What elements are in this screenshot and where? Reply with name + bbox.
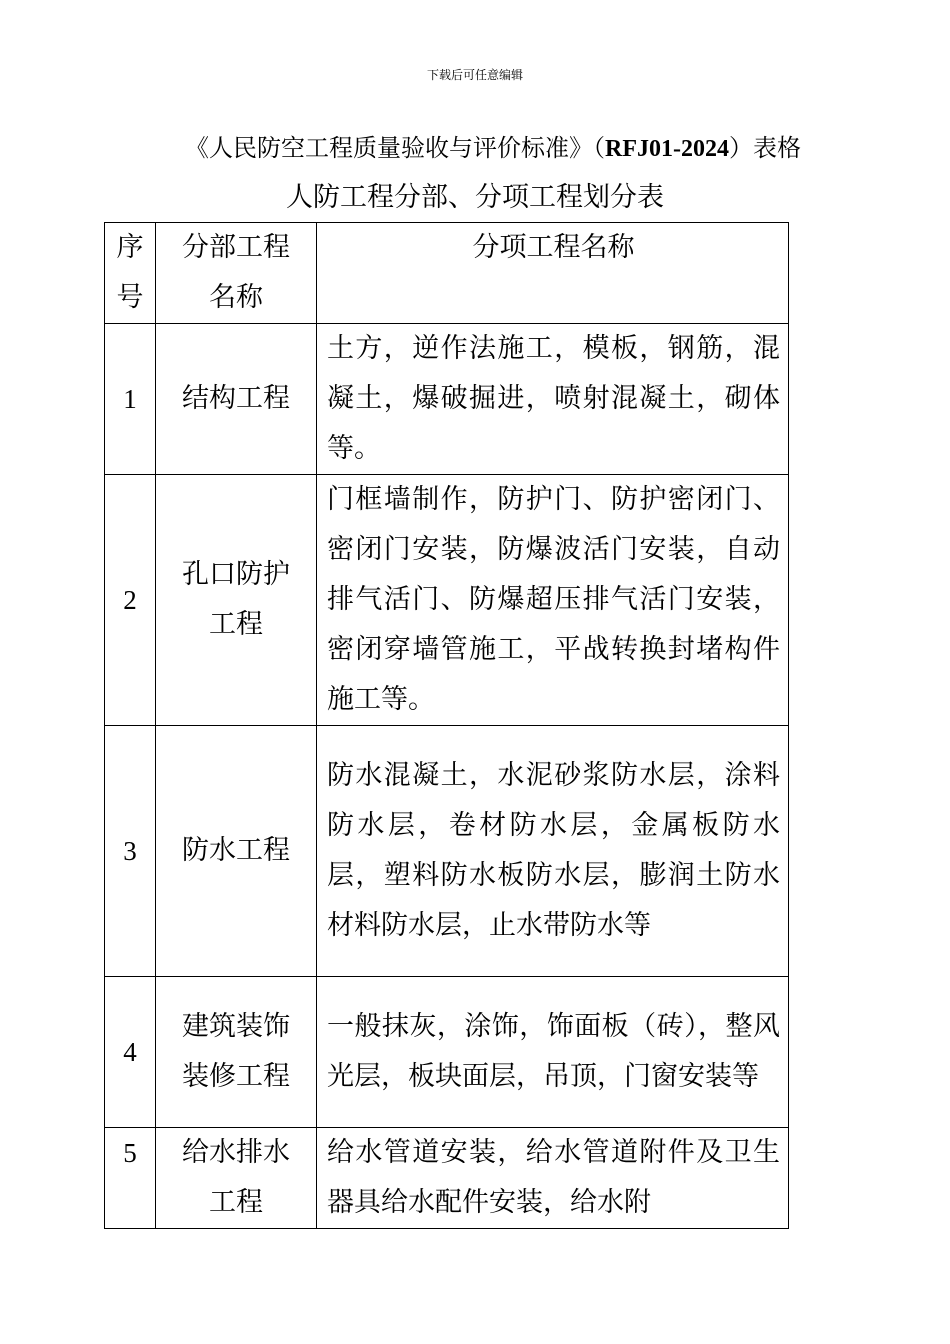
header-subitems: 分项工程名称 xyxy=(317,223,789,324)
row-no: 4 xyxy=(105,977,156,1128)
row-no: 1 xyxy=(105,324,156,475)
row-no: 2 xyxy=(105,475,156,726)
row-division: 给水排水工程 xyxy=(156,1128,317,1229)
row-subitems: 土方，逆作法施工，模板，钢筋，混凝土，爆破掘进，喷射混凝土，砌体等。 xyxy=(317,324,789,475)
standard-code: RFJ01-2024 xyxy=(605,136,729,162)
row-subitems: 门框墙制作，防护门、防护密闭门、密闭门安装，防爆波活门安装，自动排气活门、防爆超压排气活门安装，密闭穿墙管施工，平战转换封堵构件施工等。 xyxy=(317,475,789,726)
header-division: 分部工程名称 xyxy=(156,223,317,324)
row-no: 3 xyxy=(105,726,156,977)
document-title xyxy=(0,130,950,167)
table-row xyxy=(105,977,789,1128)
row-subitems: 给水管道安装，给水管道附件及卫生器具给水配件安装，给水附 xyxy=(317,1128,789,1229)
row-division: 建筑装饰装修工程 xyxy=(156,977,317,1128)
row-subitems: 防水混凝土，水泥砂浆防水层，涂料防水层，卷材防水层，金属板防水层，塑料防水板防水层，膨润土防水材料防水层，止水带防水等 xyxy=(317,726,789,977)
header-no: 序号 xyxy=(105,223,156,324)
table-row xyxy=(105,475,789,726)
table-row xyxy=(105,324,789,475)
row-division: 结构工程 xyxy=(156,324,317,475)
row-subitems: 一般抹灰，涂饰，饰面板（砖），整风光层，板块面层，吊顶，门窗安装等 xyxy=(317,977,789,1128)
table-header-row xyxy=(105,223,789,324)
row-division: 防水工程 xyxy=(156,726,317,977)
row-division: 孔口防护工程 xyxy=(156,475,317,726)
table-title: 人防工程分部、分项工程划分表 xyxy=(286,182,664,213)
title-prefix: 《人民防空工程质量验收与评价标准》（ xyxy=(185,134,605,162)
header-note: 下载后可任意编辑 xyxy=(426,68,523,82)
row-no: 5 xyxy=(105,1128,156,1229)
table-row xyxy=(105,1128,789,1229)
table-row xyxy=(105,726,789,977)
division-table xyxy=(104,222,789,1229)
title-suffix: ）表格 xyxy=(728,134,801,162)
